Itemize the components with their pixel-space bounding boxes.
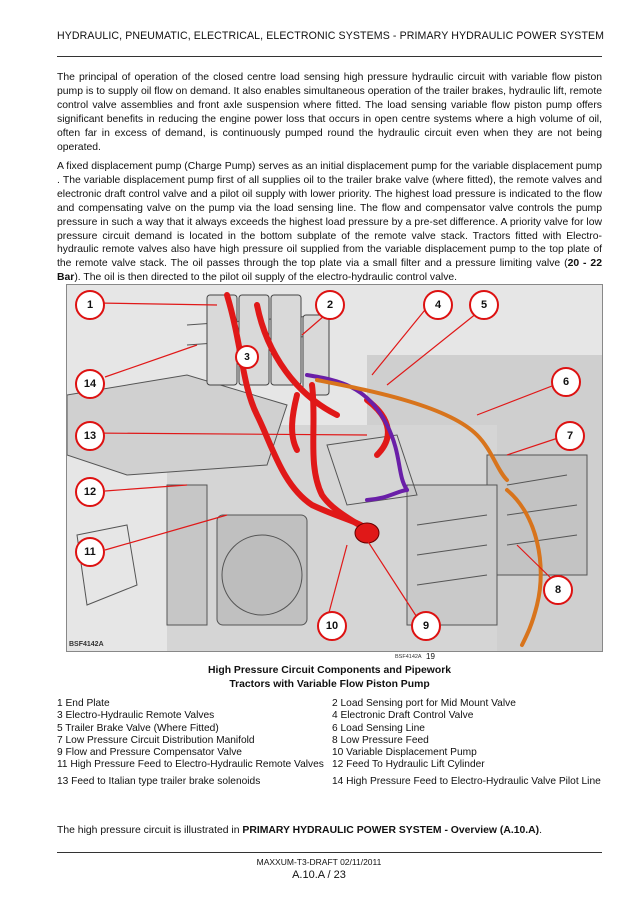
- caption-line-1: High Pressure Circuit Components and Pipework: [207, 665, 452, 676]
- footer-rule: [57, 852, 602, 853]
- legend-item: 6 Load Sensing Line: [332, 722, 425, 734]
- callout-8: 8: [543, 575, 573, 605]
- legend-row: [57, 759, 602, 771]
- reference-sentence: [57, 825, 542, 836]
- legend-row: [57, 723, 602, 735]
- legend-item: 3 Electro-Hydraulic Remote Valves: [57, 710, 215, 722]
- reference-prefix: The high pressure circuit is illustrated in: [57, 825, 243, 836]
- legend-row: [57, 776, 602, 788]
- callout-14: 14: [75, 369, 105, 399]
- callout-7: 7: [555, 421, 585, 451]
- paragraph-1: The principal of operation of the closed centre load sensing high pressure hydraulic circuit with variable flow piston pump is to supply oil flow on demand. It also enables simultaneous operation of the trailer brakes, hydraulic lift, remote control valve assemblies and front axle suspension where fitted. The load sensing variable flow piston pump offers significant benefits in reducing the engine power loss that occurs in open centre systems where a high volume of oil, often far in excess of demand, is continuously pumped round the hydraulic circuit even when they are not being operated.: [57, 72, 602, 153]
- page-number: A.10.A / 23: [292, 869, 346, 881]
- callout-3: 3: [235, 345, 259, 369]
- callout-1: 1: [75, 290, 105, 320]
- callout-10: 10: [317, 611, 347, 641]
- legend-item: 8 Low Pressure Feed: [332, 734, 429, 746]
- figure-number: 19: [426, 652, 435, 661]
- figure-ref-center: BSF4142A: [395, 654, 422, 660]
- callout-4: 4: [423, 290, 453, 320]
- paragraph-2: [57, 160, 602, 285]
- callout-11: 11: [75, 537, 105, 567]
- legend-row: [57, 710, 602, 722]
- callout-5: 5: [469, 290, 499, 320]
- paragraph-2-end: ). The oil is then directed to the pilot oil supply of the electro-hydraulic control valve.: [74, 272, 458, 284]
- callout-6: 6: [551, 367, 581, 397]
- reference-suffix: .: [539, 825, 543, 836]
- callout-13: 13: [75, 421, 105, 451]
- paragraph-2-text: A fixed displacement pump (Charge Pump) serves as an initial displacement pump for the variable displacement pump . The variable displacement pump first of all supplies oil to the trailer brake valve (where fitted), the remote valves and electronic draft control valve and a pilot oil supply with lower priority. The highest load pressure is indicated to the flow and compensating valve on the pump via the load sensing line. The flow and compensator valve controls the pump pressure in such a way that it always exceeds the highest load pressure by a pre-set difference. A priority valve for low pressure circuit demand is located in the bottom subplate of the remote valve stack. Tractors fitted with Electro-hydraulic remote valves also have high pressure oil supplied from the variable displacement pump to the top plate of the remote valve stack. The oil passes through the top plate via a small filter and a pressure limiting valve (: [57, 161, 602, 270]
- legend-row: [57, 735, 602, 747]
- reference-link[interactable]: PRIMARY HYDRAULIC POWER SYSTEM - Overview (A.10.A): [242, 825, 540, 836]
- legend-item: 4 Electronic Draft Control Valve: [332, 710, 474, 722]
- caption-line-2: Tractors with Variable Flow Piston Pump: [229, 678, 430, 690]
- figure-ref-bottom: BSF4142A: [69, 641, 104, 648]
- legend-item: 1 End Plate: [57, 698, 110, 709]
- legend-item: 10 Variable Displacement Pump: [332, 747, 477, 759]
- figure-caption: [57, 664, 602, 691]
- legend-item: 13 Feed to Italian type trailer brake solenoids: [57, 775, 261, 787]
- legend-item: 14 High Pressure Feed to Electro-Hydraulic Valve Pilot Line: [332, 775, 601, 787]
- callout-12: 12: [75, 477, 105, 507]
- legend-item: 7 Low Pressure Circuit Distribution Manifold: [57, 734, 255, 746]
- callout-2: 2: [315, 290, 345, 320]
- legend-row: [57, 747, 602, 759]
- callout-9: 9: [411, 611, 441, 641]
- document-id: MAXXUM-T3-DRAFT 02/11/2011: [256, 857, 382, 867]
- legend-item: 11 High Pressure Feed to Electro-Hydraulic Remote Valves: [57, 759, 324, 771]
- pressure-value: 20 - 22 Bar: [57, 258, 602, 284]
- hydraulic-circuit-figure: [66, 284, 603, 652]
- legend-row: [57, 698, 602, 710]
- legend-item: 9 Flow and Pressure Compensator Valve: [57, 747, 242, 759]
- legend-item: 2 Load Sensing port for Mid Mount Valve: [332, 698, 516, 709]
- header-rule: [57, 56, 602, 57]
- legend-item: 12 Feed To Hydraulic Lift Cylinder: [332, 759, 485, 771]
- component-legend: [57, 698, 602, 788]
- hydraulic-diagram: [67, 285, 602, 651]
- legend-item: 5 Trailer Brake Valve (Where Fitted): [57, 722, 219, 734]
- page-header-title: HYDRAULIC, PNEUMATIC, ELECTRICAL, ELECTRONIC SYSTEMS - PRIMARY HYDRAULIC POWER SYSTEM: [57, 30, 605, 42]
